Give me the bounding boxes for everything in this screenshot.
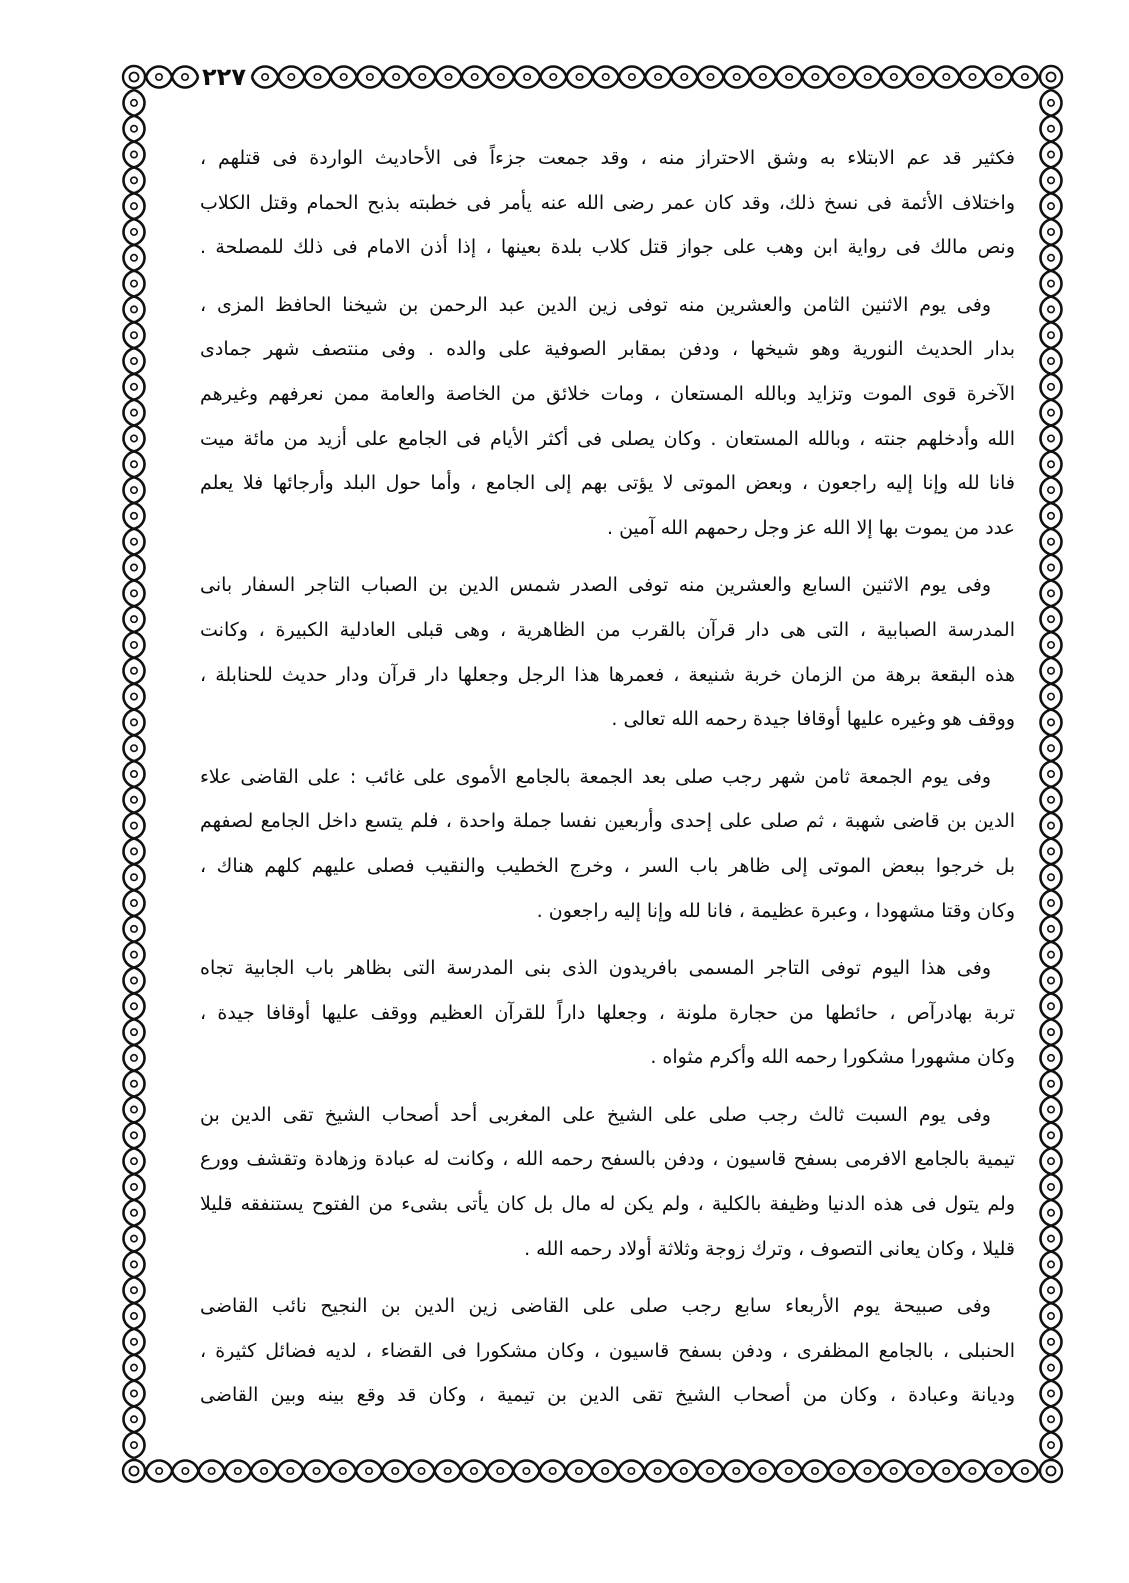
border-bottom-eyelet	[549, 1468, 555, 1474]
border-left-eyelet	[131, 461, 137, 467]
border-top-eyelet	[182, 74, 188, 80]
border-left-eyelet	[131, 900, 137, 906]
border-right-eyelet	[1048, 926, 1054, 932]
border-top-eyelet	[943, 74, 949, 80]
border-left-eyelet	[131, 668, 137, 674]
border-right-eyelet	[1048, 900, 1054, 906]
border-bottom-eyelet	[523, 1468, 529, 1474]
text-line: وفى هذا اليوم توفى التاجر المسمى بافريدون الذى بنى المدرسة التى بظاهر باب الجابية تجاه	[200, 957, 991, 980]
border-left-eyelet	[131, 384, 137, 390]
text-line: المدرسة الصبابية ، التى هى دار قرآن بالقرب من الظاهرية ، وهى قبلى العادلية الكبيرة ، وكانت	[200, 618, 1015, 641]
text-line: تربة بهادرآص ، حائطها من حجارة ملونة ، وجعلها داراً للقرآن العظيم ووقف عليها أوقافا جيدة ،	[200, 1001, 1015, 1024]
border-left-eyelet	[131, 177, 137, 183]
border-left-eyelet	[131, 874, 137, 880]
border-right-eyelet	[1048, 1390, 1054, 1396]
border-bottom-eyelet	[681, 1468, 687, 1474]
border-right-eyelet	[1048, 874, 1054, 880]
page-text	[200, 136, 1015, 1418]
border-left-eyelet	[131, 332, 137, 338]
border-bottom-eyelet	[995, 1468, 1001, 1474]
border-left-eyelet	[131, 1158, 137, 1164]
border-right-eyelet	[1048, 306, 1054, 312]
border-right-eyelet	[1048, 1313, 1054, 1319]
text-line: قليلا ، وكان يعانى التصوف ، وترك زوجة وثلاثة أولاد رحمه الله .	[524, 1237, 1015, 1260]
text-line: بل خرجوا ببعض الموتى إلى ظاهر باب السر ، وخرج الخطيب والنقيب فصلى عليهم كلهم هناك ،	[200, 854, 1015, 877]
border-top-strand	[252, 67, 1038, 88]
border-top-eyelet	[812, 74, 818, 80]
border-left-eyelet	[131, 1287, 137, 1293]
border-left-eyelet	[131, 100, 137, 106]
border-bottom-eyelet	[943, 1468, 949, 1474]
border-left-eyelet	[131, 1081, 137, 1087]
border-left-eyelet	[131, 719, 137, 725]
border-left-eyelet	[131, 1313, 137, 1319]
border-right-eyelet	[1048, 1339, 1054, 1345]
border-right-eyelet	[1048, 1081, 1054, 1087]
border-right-eyelet	[1048, 1132, 1054, 1138]
border-top-eyelet	[786, 74, 792, 80]
border-right-eyelet	[1048, 1184, 1054, 1190]
border-left-eyelet	[131, 771, 137, 777]
border-bottom-eyelet	[602, 1468, 608, 1474]
border-right-eyelet	[1048, 1235, 1054, 1241]
border-left-eyelet	[131, 1339, 137, 1345]
border-right-eyelet	[1048, 590, 1054, 596]
border-left-eyelet	[131, 280, 137, 286]
border-right-eyelet	[1048, 358, 1054, 364]
border-bottom-eyelet	[917, 1468, 923, 1474]
border-top-strand	[146, 67, 198, 88]
page-number: ٢٢٧	[202, 63, 246, 91]
border-left-eyelet	[131, 538, 137, 544]
border-left-eyelet	[131, 513, 137, 519]
border-right-eyelet	[1048, 280, 1054, 286]
border-right-eyelet	[1048, 177, 1054, 183]
border-left-eyelet	[131, 1003, 137, 1009]
border-left-eyelet	[131, 1416, 137, 1422]
border-left-eyelet	[131, 616, 137, 622]
border-top-eyelet	[760, 74, 766, 80]
border-left-eyelet	[131, 1055, 137, 1061]
border-left-eyelet	[131, 1390, 137, 1396]
border-right-eyelet	[1048, 1106, 1054, 1112]
border-bottom-eyelet	[786, 1468, 792, 1474]
border-right-eyelet	[1048, 771, 1054, 777]
border-left-eyelet	[131, 126, 137, 132]
border-bottom-eyelet	[1022, 1468, 1028, 1474]
corner-ornament	[1040, 1460, 1062, 1482]
border-right-eyelet	[1048, 538, 1054, 544]
text-line: فكثير قد عم الابتلاء به وشق الاحتراز منه ، وقد جمعت جزءاً فى الأحاديث الواردة فى قتلهم ،	[200, 147, 1015, 169]
border-top-eyelet	[498, 74, 504, 80]
border-left-eyelet	[131, 1235, 137, 1241]
border-bottom-eyelet	[156, 1468, 162, 1474]
text-line: وفى صبيحة يوم الأربعاء سابع رجب صلى على القاضى زين الدين بن النجيح نائب القاضى	[200, 1295, 991, 1318]
border-top-eyelet	[865, 74, 871, 80]
border-bottom-eyelet	[576, 1468, 582, 1474]
text-line: بدار الحديث النورية وهو شيخها ، ودفن بمقابر الصوفية على والده . وفى منتصف شهر جمادى	[200, 338, 1015, 361]
text-line: ووقف هو وغيره عليها أوقافا جيدة رحمه الله تعالى .	[611, 708, 1015, 731]
paragraph	[200, 563, 1015, 741]
border-bottom-eyelet	[969, 1468, 975, 1474]
text-line: وكان وقتا مشهودا ، وعبرة عظيمة ، فانا لله وإنا إليه راجعون .	[536, 899, 1015, 922]
border-bottom-eyelet	[287, 1468, 293, 1474]
border-right-eyelet	[1048, 255, 1054, 261]
paragraph	[200, 136, 1015, 270]
border-right-eyelet	[1048, 1261, 1054, 1267]
border-bottom-eyelet	[182, 1468, 188, 1474]
border-bottom-eyelet	[628, 1468, 634, 1474]
text-line: تيمية بالجامع الافرمى بسفح قاسيون ، ودفن بالسفح رحمه الله ، وكانت له عبادة وزهادة وتقشف وورع	[200, 1148, 1015, 1171]
border-left-eyelet	[131, 1184, 137, 1190]
border-right-eyelet	[1048, 848, 1054, 854]
border-right-eyelet	[1048, 229, 1054, 235]
border-top-eyelet	[156, 74, 162, 80]
border-top-eyelet	[603, 74, 609, 80]
border-top-eyelet	[996, 74, 1002, 80]
border-right-eyelet	[1048, 797, 1054, 803]
text-line: الدين بن قاضى شهبة ، ثم صلى على إحدى وأربعين نفسا جملة واحدة ، فلم يتسع داخل الجامع لصفهم	[200, 810, 1015, 833]
border-right-eyelet	[1048, 693, 1054, 699]
text-line: وكان مشهورا مشكورا رحمه الله وأكرم مثواه .	[650, 1046, 1015, 1069]
text-line: واختلاف الأئمة فى نسخ ذلك، وقد كان عمر رضى الله عنه يأمر فى خطبته بذبح الحمام وقتل الكلاب	[200, 191, 1015, 214]
border-right-eyelet	[1048, 1029, 1054, 1035]
border-left-eyelet	[131, 1106, 137, 1112]
text-line: فانا لله وإنا إليه راجعون ، وبعض الموتى لا يؤتى بهم إلى الجامع ، وأما حول البلد وأرجائها فلا يعلم	[200, 472, 1015, 495]
text-line: الآخرة قوى الموت وتزايد وبالله المستعان ، ومات خلائق من الخاصة والعامة ممن نعرفهم وغيرهم	[200, 382, 1015, 405]
border-left-eyelet	[131, 590, 137, 596]
border-bottom-eyelet	[208, 1468, 214, 1474]
border-top-eyelet	[681, 74, 687, 80]
border-right-eyelet	[1048, 1442, 1054, 1448]
text-line: وفى يوم الجمعة ثامن شهر رجب صلى بعد الجمعة بالجامع الأموى على غائب : على القاضى علاء	[200, 765, 991, 788]
border-bottom-eyelet	[864, 1468, 870, 1474]
border-top-eyelet	[917, 74, 923, 80]
border-right-eyelet	[1048, 513, 1054, 519]
border-left-eyelet	[131, 822, 137, 828]
border-right-eyelet	[1048, 745, 1054, 751]
border-left-eyelet	[131, 1442, 137, 1448]
border-right-eyelet	[1048, 1210, 1054, 1216]
border-top-eyelet	[472, 74, 478, 80]
border-right-eyelet	[1048, 719, 1054, 725]
border-left-eyelet	[131, 1029, 137, 1035]
border-right-eyelet	[1048, 409, 1054, 415]
border-left-eyelet	[131, 1261, 137, 1267]
border-right-eyelet	[1048, 461, 1054, 467]
border-bottom-eyelet	[366, 1468, 372, 1474]
border-right-eyelet	[1048, 1287, 1054, 1293]
border-top-eyelet	[576, 74, 582, 80]
corner-ornament	[123, 1460, 145, 1482]
corner-ornament	[1040, 66, 1062, 88]
border-bottom-eyelet	[812, 1468, 818, 1474]
border-left-eyelet	[131, 487, 137, 493]
border-right-strand	[1041, 90, 1062, 1458]
border-top-eyelet	[891, 74, 897, 80]
text-line: وفى يوم الاثنين السابع والعشرين منه توفى الصدر شمس الدين بن الصباب التاجر السفار بانى	[200, 574, 991, 597]
border-bottom-eyelet	[418, 1468, 424, 1474]
border-bottom-eyelet	[733, 1468, 739, 1474]
border-right-eyelet	[1048, 616, 1054, 622]
border-bottom-eyelet	[891, 1468, 897, 1474]
border-left-eyelet	[131, 1210, 137, 1216]
border-right-eyelet	[1048, 564, 1054, 570]
border-bottom-eyelet	[471, 1468, 477, 1474]
border-left-eyelet	[131, 1364, 137, 1370]
border-left-eyelet	[131, 409, 137, 415]
border-top-eyelet	[314, 74, 320, 80]
border-left-strand	[124, 90, 145, 1458]
border-top-eyelet	[341, 74, 347, 80]
border-bottom-eyelet	[445, 1468, 451, 1474]
paragraph	[200, 946, 1015, 1080]
border-top-eyelet	[629, 74, 635, 80]
text-line: وفى يوم السبت ثالث رجب صلى على الشيخ على المغربى أحد أصحاب الشيخ تقى الدين بن	[200, 1103, 991, 1126]
border-bottom-eyelet	[313, 1468, 319, 1474]
border-right-eyelet	[1048, 822, 1054, 828]
border-top-eyelet	[1022, 74, 1028, 80]
border-right-eyelet	[1048, 126, 1054, 132]
border-top-eyelet	[655, 74, 661, 80]
border-top-eyelet	[550, 74, 556, 80]
border-left-eyelet	[131, 255, 137, 261]
text-line: وديانة وعبادة ، وكان من أصحاب الشيخ تقى الدين بن تيمية ، وكان قد وقع بينه وبين القاضى	[200, 1384, 1015, 1407]
border-top-eyelet	[445, 74, 451, 80]
border-left-eyelet	[131, 977, 137, 983]
border-top-eyelet	[393, 74, 399, 80]
border-left-eyelet	[131, 848, 137, 854]
border-left-eyelet	[131, 926, 137, 932]
border-bottom-eyelet	[340, 1468, 346, 1474]
border-top-eyelet	[838, 74, 844, 80]
border-top-eyelet	[734, 74, 740, 80]
text-line: عدد من يموت بها إلا الله عز وجل رحمهم الله آمين .	[607, 516, 1015, 539]
border-right-eyelet	[1048, 100, 1054, 106]
border-right-eyelet	[1048, 1416, 1054, 1422]
border-right-eyelet	[1048, 1364, 1054, 1370]
border-left-eyelet	[131, 1132, 137, 1138]
border-left-eyelet	[131, 229, 137, 235]
paragraph	[200, 283, 1015, 551]
border-right-eyelet	[1048, 203, 1054, 209]
border-right-eyelet	[1048, 384, 1054, 390]
text-line: الله وأدخلهم جنته ، وبالله المستعان . وكان يصلى فى أكثر الأيام فى الجامع على أزيد من مائة ميت	[200, 427, 1015, 450]
border-left-eyelet	[131, 435, 137, 441]
border-left-eyelet	[131, 745, 137, 751]
border-right-eyelet	[1048, 487, 1054, 493]
border-right-eyelet	[1048, 1055, 1054, 1061]
paragraph	[200, 755, 1015, 933]
border-left-eyelet	[131, 203, 137, 209]
paragraph	[200, 1284, 1015, 1418]
border-left-eyelet	[131, 306, 137, 312]
border-top-eyelet	[524, 74, 530, 80]
border-bottom-eyelet	[838, 1468, 844, 1474]
border-top-eyelet	[367, 74, 373, 80]
border-left-eyelet	[131, 564, 137, 570]
border-right-eyelet	[1048, 1003, 1054, 1009]
text-line: هذه البقعة برهة من الزمان خربة شنيعة ، فعمرها هذا الرجل وجعلها دار قرآن ودار حديث للحنابلة ،	[200, 663, 1015, 686]
border-right-eyelet	[1048, 1158, 1054, 1164]
border-bottom-eyelet	[497, 1468, 503, 1474]
border-bottom-eyelet	[759, 1468, 765, 1474]
border-right-eyelet	[1048, 332, 1054, 338]
border-left-eyelet	[131, 642, 137, 648]
border-left-eyelet	[131, 693, 137, 699]
border-right-eyelet	[1048, 977, 1054, 983]
border-top-eyelet	[707, 74, 713, 80]
text-line: الحنبلى ، بالجامع المظفرى ، ودفن بسفح قاسيون ، وكان مشكورا فى القضاء ، لديه فضائل كثيرة ،	[200, 1339, 1015, 1362]
border-right-eyelet	[1048, 642, 1054, 648]
border-left-eyelet	[131, 151, 137, 157]
text-line: وفى يوم الاثنين الثامن والعشرين منه توفى زين الدين عبد الرحمن بن شيخنا الحافظ المزى ،	[200, 293, 991, 316]
border-right-eyelet	[1048, 668, 1054, 674]
border-bottom-strand	[146, 1461, 1038, 1482]
border-top-eyelet	[969, 74, 975, 80]
border-right-eyelet	[1048, 951, 1054, 957]
text-line: ولم يتول فى هذه الدنيا وظيفة بالكلية ، ولم يكن له مال بل كان يأتى بشىء من الفتوح يستنفقه قليلا	[200, 1193, 1015, 1216]
text-line: ونص مالك فى رواية ابن وهب على جواز قتل كلاب بلدة بعينها ، إذا أذن الامام فى ذلك للمصلحة .	[200, 236, 1015, 259]
border-bottom-eyelet	[235, 1468, 241, 1474]
border-top-eyelet	[419, 74, 425, 80]
border-bottom-eyelet	[261, 1468, 267, 1474]
corner-ornament	[123, 66, 145, 88]
border-right-eyelet	[1048, 151, 1054, 157]
border-left-eyelet	[131, 951, 137, 957]
border-top-eyelet	[288, 74, 294, 80]
border-right-eyelet	[1048, 435, 1054, 441]
border-bottom-eyelet	[392, 1468, 398, 1474]
border-top-eyelet	[262, 74, 268, 80]
border-bottom-eyelet	[707, 1468, 713, 1474]
border-left-eyelet	[131, 797, 137, 803]
border-bottom-eyelet	[654, 1468, 660, 1474]
border-left-eyelet	[131, 358, 137, 364]
paragraph	[200, 1093, 1015, 1271]
